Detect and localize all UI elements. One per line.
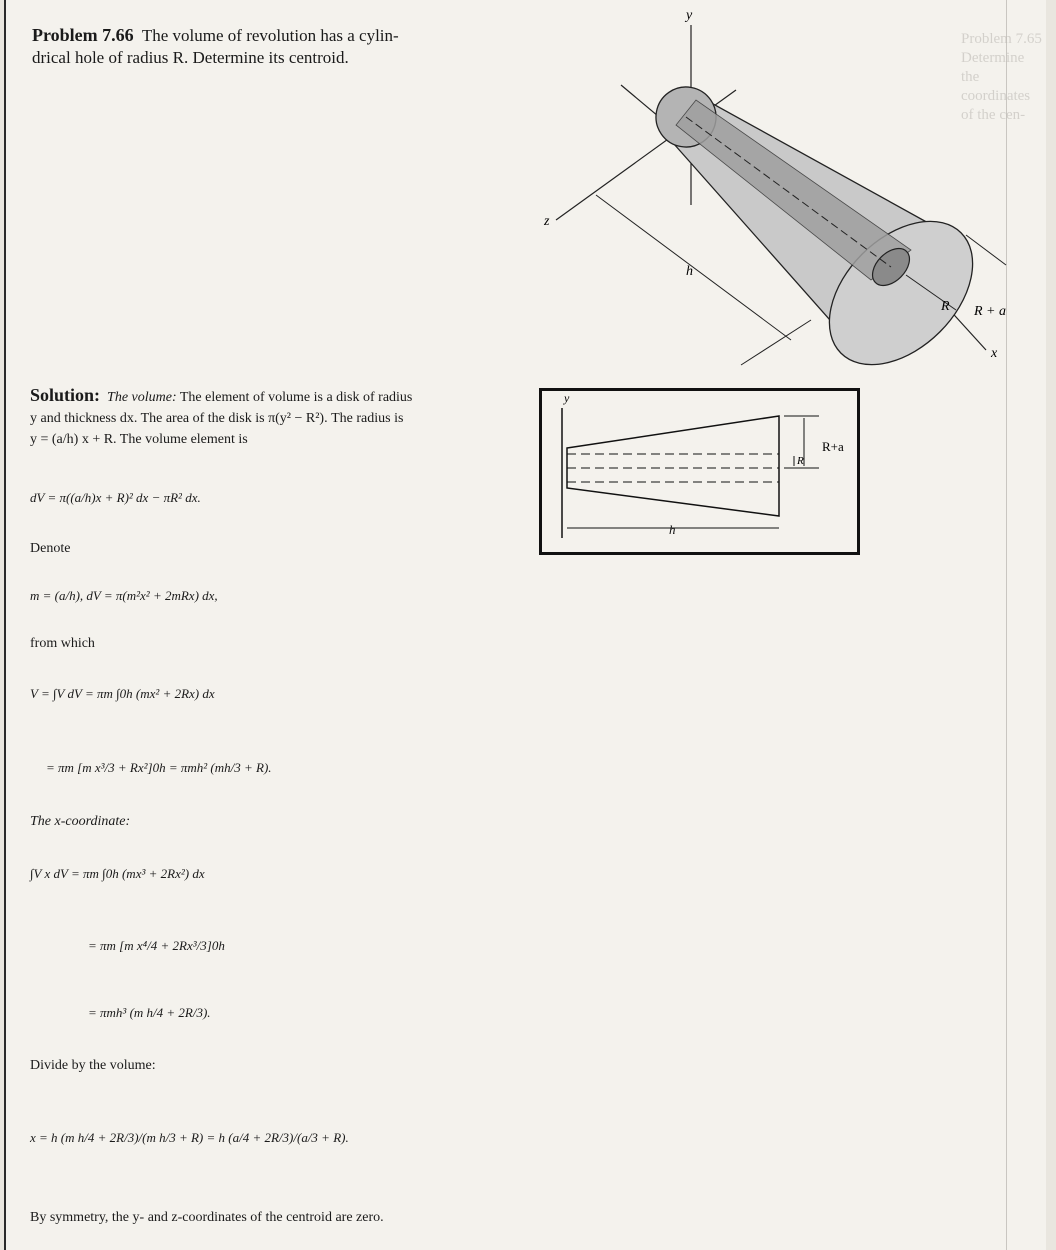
section-label-h: h	[669, 522, 676, 537]
x-moment-integral: ∫V x dV = πm ∫0h (mx³ + 2Rx²) dx	[30, 866, 205, 881]
centroid-x-equation: x = h (m h/4 + 2R/3)/(m h/3 + R) = h (a/4 + 2R/3)/(a/3 + R).	[30, 1130, 349, 1145]
divide-text: Divide by the volume:	[30, 1058, 156, 1073]
volume-result: = πm [m x³/3 + Rx²]0h = πmh² (mh/3 + R).	[46, 760, 272, 775]
solution-intro	[30, 385, 510, 450]
dim-label-R-plus-a: R + a	[974, 304, 1006, 319]
symmetry-text: By symmetry, the y- and z-coordinates of the centroid are zero.	[30, 1210, 384, 1225]
denote-text: Denote	[30, 541, 71, 556]
ghost-text: Problem 7.65 Determine the coordinates of the cen-	[961, 31, 1046, 123]
problem-statement	[32, 24, 512, 69]
section-label-R-plus-a: R+a	[822, 439, 844, 454]
x-moment-result: = πmh³ (m h/4 + 2R/3).	[88, 1005, 211, 1020]
truncated-cone-3d-figure	[536, 5, 1026, 375]
m-definition: m = (a/h), dV = π(m²x² + 2mRx) dx,	[30, 588, 218, 603]
section-label-R: R	[797, 455, 804, 467]
section-label-y: y	[564, 391, 570, 405]
volume-integral: V = ∫V dV = πm ∫0h (mx² + 2Rx) dx	[30, 686, 215, 701]
volume-intro-line-2: y and thickness dx. The area of the disk is π(y² − R²). The radius is	[30, 411, 404, 426]
volume-intro-line-1: The element of volume is a disk of radius	[179, 390, 413, 405]
from-which-text: from which	[30, 636, 95, 651]
axis-label-y: y	[686, 8, 693, 23]
solution-heading: Solution:	[30, 385, 101, 405]
volume-label: The volume:	[107, 390, 177, 405]
x-moment-evaluation: = πm [m x⁴/4 + 2Rx³/3]0h	[88, 938, 225, 953]
textbook-page	[4, 0, 1046, 1250]
axis-label-x: x	[991, 346, 998, 361]
dim-label-R: R	[941, 299, 950, 314]
problem-line-2: drical hole of radius R. Determine its centroid.	[32, 48, 349, 67]
x-coordinate-label: The x-coordinate:	[30, 814, 131, 829]
volume-intro-line-3: y = (a/h) x + R. The volume element is	[30, 432, 248, 447]
axis-label-z: z	[544, 214, 550, 229]
problem-number: Problem 7.66	[32, 25, 134, 45]
cross-section-2d-figure	[539, 388, 861, 556]
dim-label-h: h	[686, 264, 693, 279]
dV-equation: dV = π((a/h)x + R)² dx − πR² dx.	[30, 490, 201, 505]
problem-line-1: The volume of revolution has a cylin-	[141, 26, 399, 45]
